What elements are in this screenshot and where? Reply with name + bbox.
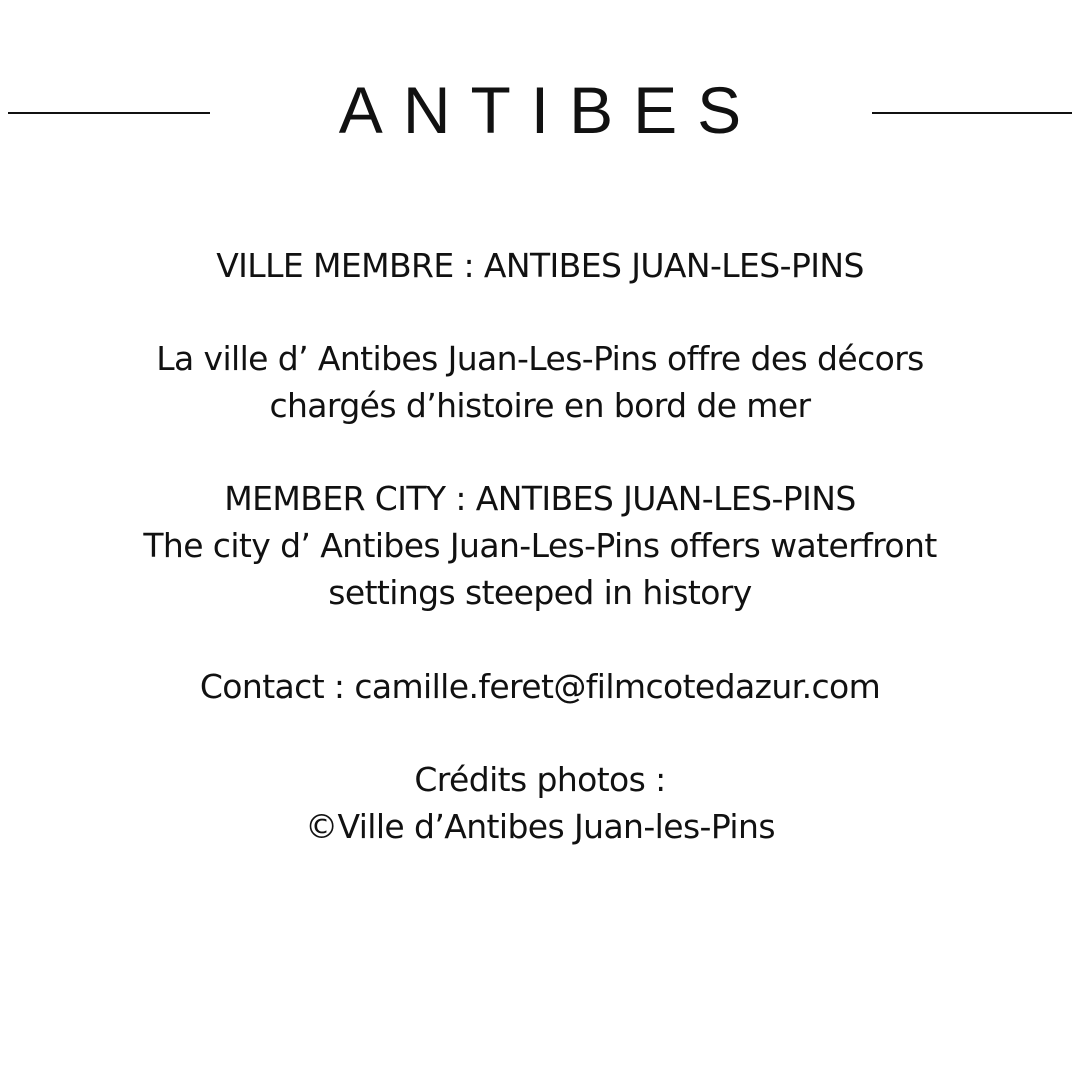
english-heading: MEMBER CITY : ANTIBES JUAN-LES-PINS	[224, 479, 856, 518]
french-description-line-2: chargés d’histoire en bord de mer	[269, 386, 811, 425]
contact-line: Contact : camille.feret@filmcotedazur.com	[199, 667, 881, 706]
french-heading: VILLE MEMBRE : ANTIBES JUAN-LES-PINS	[216, 246, 864, 285]
french-description-line-1: La ville d’ Antibes Juan-Les-Pins offre des décors	[156, 339, 924, 378]
credits-label: Crédits photos :	[414, 760, 666, 799]
english-description-line-1: The city d’ Antibes Juan-Les-Pins offers waterfront	[143, 526, 937, 565]
page-title: ANTIBES	[338, 73, 762, 147]
english-description-line-2: settings steeped in history	[328, 573, 752, 612]
credits-value: ©Ville d’Antibes Juan-les-Pins	[305, 807, 775, 846]
